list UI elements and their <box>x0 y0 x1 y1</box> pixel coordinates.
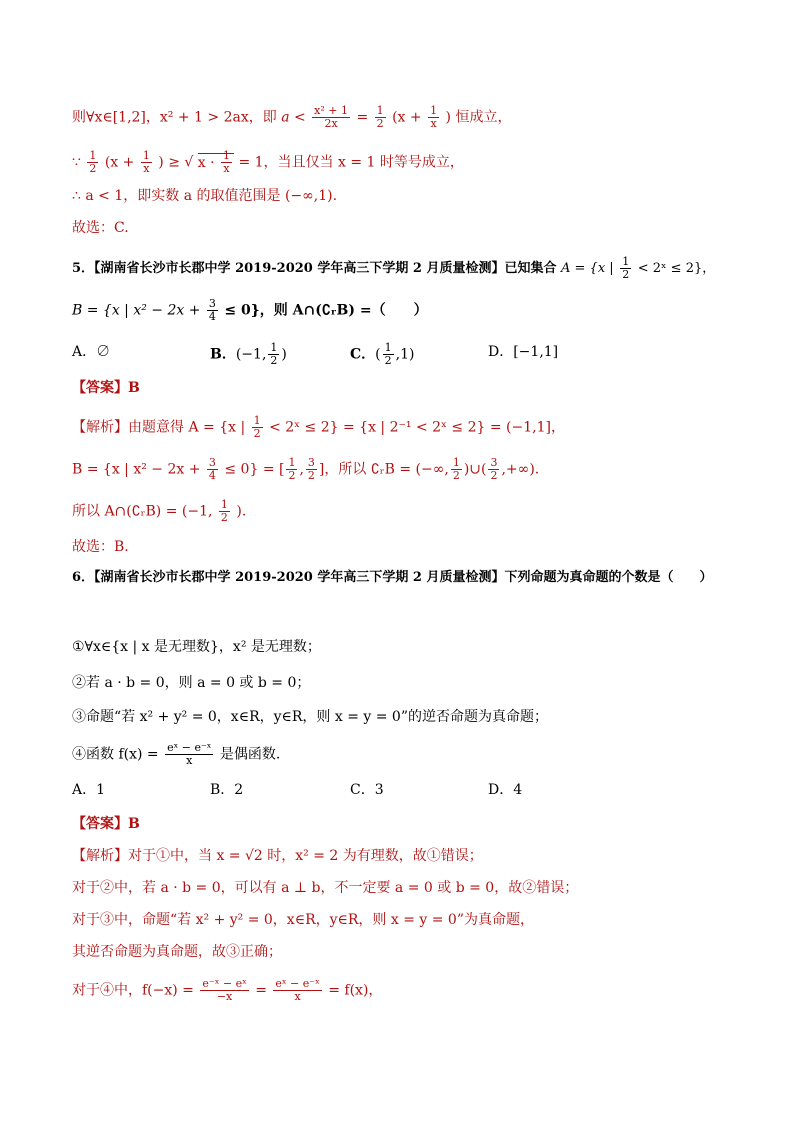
explanation-5-line-1: 【解析】由题意得 A = {x | $\frac{1}{2}$ < 2ˣ ≤ 2} = {x | 2⁻¹ < 2ˣ ≤ 2} = (−1,1]， <box>72 414 565 440</box>
option-d[interactable]: D．4 <box>488 782 523 798</box>
answer-6: 【答案】B <box>72 816 140 832</box>
solution-line-3: ∴ a < 1，即实数 a 的取值范围是 (−∞,1). <box>72 188 338 204</box>
answer-5: 【答案】B <box>72 380 140 396</box>
fraction: $\frac{1}{2}$ <box>376 104 384 130</box>
text: 则∀x∈[1,2]，x² + 1 > 2ax，即 <box>72 109 277 126</box>
math: ) ≥ √ <box>158 154 194 171</box>
option-b[interactable]: B．(−1, $\frac{1}{2}$ ) <box>210 341 287 367</box>
math: (x + <box>392 109 427 126</box>
proposition-1: ①∀x∈{x | x 是无理数}，x² 是无理数； <box>72 639 321 655</box>
explanation-6-line-1: 【解析】对于①中，当 x = √2 时，x² = 2 为有理数，故①错误； <box>72 848 483 864</box>
fraction: $\frac{\text{x² + 1}}{2x}$ <box>314 104 348 130</box>
solution-line-2 <box>72 150 464 175</box>
explanation-6-line-5: 对于④中，f(−x) = $\frac{\text{e⁻ˣ − eˣ}}{-x}$ = $\frac{\text{eˣ − e⁻ˣ}}{x}$ = f(x)， <box>72 977 383 1003</box>
question-6-header: 6．【湖南省长沙市长郡中学 2019-2020 学年高三下学期 2 月质量检测】下列命题为真命题的个数是（ ） <box>72 570 713 585</box>
proposition-3: ③命题“若 x² + y² = 0，x∈R，y∈R，则 x = y = 0”的逆否命题为真命题； <box>72 709 548 725</box>
explanation-6-line-4: 其逆否命题为真命题，故③正确； <box>72 944 282 960</box>
math: ) <box>445 109 452 126</box>
option-b[interactable]: B．2 <box>210 782 244 798</box>
fraction: $\frac{1}{x}$ <box>430 104 438 130</box>
math: a < <box>281 109 311 126</box>
math: (x + <box>104 154 139 171</box>
question-5-line-2 <box>72 298 428 323</box>
explanation-5-choice: 故选：B. <box>72 539 129 555</box>
set-a: A = {x | <box>561 261 614 276</box>
explanation-5-line-2: B = {x | x² − 2x + $\frac{3}{4}$ ≤ 0} = [ $\frac{1}{2}$ , $\frac{3}{2}$ ]，所以 ∁ᵣB = (−∞, $\frac{1}{2}$ )∪( $\frac{3}{2}$ ,+∞). <box>72 456 540 482</box>
text: = 1，当且仅当 x = 1 时等号成立， <box>238 154 464 171</box>
explanation-6-line-2: 对于②中，若 a · b = 0，可以有 a ⊥ b，不一定要 a = 0 或 b = 0，故②错误； <box>72 880 579 896</box>
math: < 2ˣ ≤ 2}， <box>637 261 716 276</box>
math: = <box>356 109 373 126</box>
proposition-4: ④函数 f(x) = $\frac{\text{eˣ − e⁻ˣ}}{x}$ 是偶函数. <box>72 741 281 767</box>
explanation-6-line-3: 对于③中，命题“若 x² + y² = 0，x∈R，y∈R，则 x = y = 0”为真命题， <box>72 912 534 928</box>
option-c[interactable]: C．( $\frac{1}{2}$ ,1) <box>350 341 415 367</box>
solution-line-1 <box>72 105 511 130</box>
fraction: $\frac{1}{x}$ <box>142 149 150 175</box>
because-symbol: ∵ <box>72 154 81 171</box>
question-text: 5．【湖南省长沙市长郡中学 2019-2020 学年高三下学期 2 月质量检测】已知集合 <box>72 261 557 276</box>
proposition-2: ②若 a · b = 0，则 a = 0 或 b = 0； <box>72 675 311 691</box>
sqrt-body: x · $\frac{1}{x}$ <box>198 153 234 171</box>
fraction: $\frac{1}{2}$ <box>89 149 97 175</box>
option-c[interactable]: C．3 <box>350 782 384 798</box>
explanation-5-line-3: 所以 A∩(∁ᵣB) = (−1, $\frac{1}{2}$ ). <box>72 498 247 524</box>
option-a[interactable]: A．∅ <box>72 344 111 360</box>
fraction: $\frac{1}{2}$ <box>622 255 630 281</box>
option-a[interactable]: A．1 <box>72 782 106 798</box>
question-5-header <box>72 256 715 281</box>
option-d[interactable]: D．[−1,1] <box>488 344 559 360</box>
text: 恒成立， <box>455 109 512 126</box>
set-b: B = {x | x² − 2x + <box>72 302 201 319</box>
math: ≤ 0}，则 A∩(∁ᵣB) =（ ） <box>224 302 428 319</box>
answer-choice-line: 故选：C. <box>72 220 129 236</box>
fraction: $\frac{3}{4}$ <box>208 297 216 323</box>
